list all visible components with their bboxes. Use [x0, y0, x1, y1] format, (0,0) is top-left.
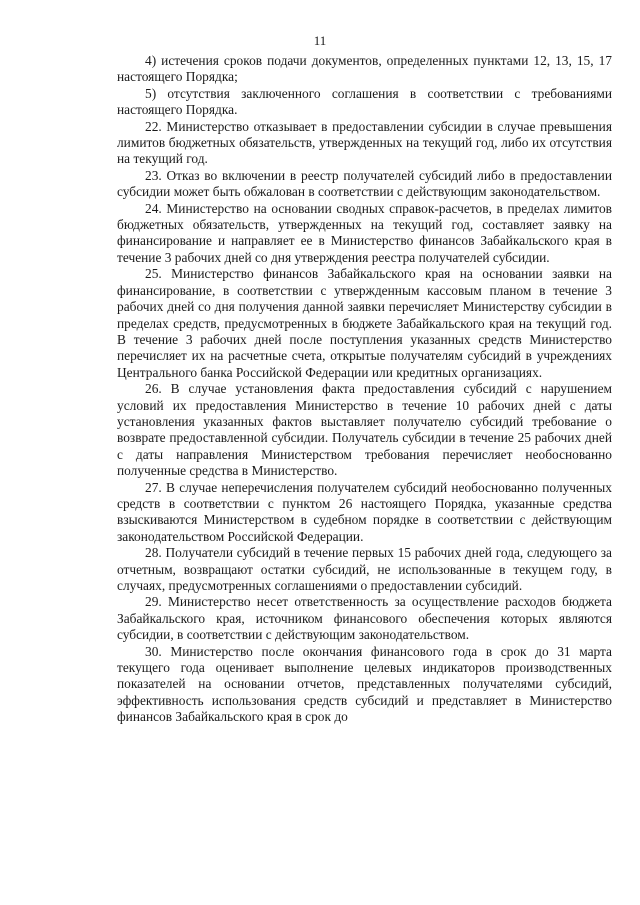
- paragraph-22: 22. Министерство отказывает в предоставлении субсидии в случае превышения лимитов бюджетных обязательств, утвержденных на текущий год, либо их отсутствия на текущий год.: [117, 118, 612, 167]
- paragraph-item-5: 5) отсутствия заключенного соглашения в соответствии с требованиями настоящего Порядка.: [117, 85, 612, 118]
- paragraph-item-4: 4) истечения сроков подачи документов, определенных пунктами 12, 13, 15, 17 настоящего Порядка;: [117, 53, 612, 85]
- paragraph-24: 24. Министерство на основании сводных справок-расчетов, в пределах лимитов бюджетных обязательств, утвержденных на текущий год, составляет заявку на финансирование и направляет ее в Министерство финансов Забайкальского края в течение 3 рабочих дней со дня утверждения реестра получателей субсидии.: [117, 200, 612, 265]
- page-number: 11: [313, 33, 327, 48]
- paragraph-30: 30. Министерство после окончания финансового года в срок до 31 марта текущего года оценивает выполнение целевых индикаторов производственных показателей на основании отчетов, представленных получателями субсидий, эффективность использования средств субсидий и представляет в Министерство финансов Забайкальского края в срок до: [117, 643, 612, 725]
- paragraph-25: 25. Министерство финансов Забайкальского края на основании заявки на финансирование, в соответствии с утвержденным кассовым планом в течение 3 рабочих дней со дня получения данной заявки перечисляет Министерству субсидии в пределах средств, предусмотренных в бюджете Забайкальского края на текущий год. В течение 3 рабочих дней после поступления указанных средств Министерство перечисляет их на расчетные счета, открытые получателям субсидий в учреждениях Центрального банка Российской Федерации или кредитных организациях.: [117, 266, 612, 380]
- paragraph-23: 23. Отказ во включении в реестр получателей субсидий либо в предоставлении субсидии может быть обжалован в соответствии с действующим законодательством.: [117, 167, 612, 200]
- paragraph-26: 26. В случае установления факта предоставления субсидий с нарушением условий их предоставления Министерство в течение 10 рабочих дней с даты установления указанных фактов выставляет получателю субсидий требование о возврате предоставленной субсидии. Получатель субсидии в течение 25 рабочих дней с даты направления Министерством требования перечисляет необоснованно полученные средства в Министерство.: [117, 381, 612, 479]
- document-body: [117, 53, 612, 726]
- paragraph-29: 29. Министерство несет ответственность за осуществление расходов бюджета Забайкальского края, источником финансового обеспечения которых являются субсидии, в соответствии с действующим законодательством.: [117, 594, 612, 643]
- paragraph-28: 28. Получатели субсидий в течение первых 15 рабочих дней года, следующего за отчетным, возвращают остатки субсидий, не использованные в текущем году, в случаях, предусмотренных соглашениями о предоставлении субсидий.: [117, 545, 612, 593]
- paragraph-27: 27. В случае неперечисления получателем субсидий необоснованно полученных средств в соответствии с пунктом 26 настоящего Порядка, указанные средства взыскиваются Министерством в судебном порядке в соответствии с действующим законодательством Российской Федерации.: [117, 479, 612, 544]
